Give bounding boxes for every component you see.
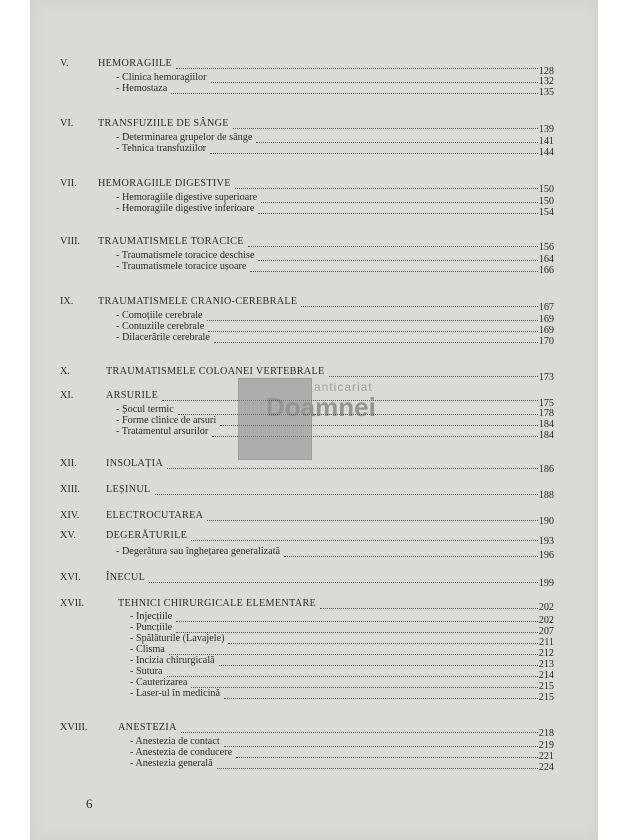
- subchapter-title: [116, 261, 246, 273]
- subchapter-text: Traumatismele toracice ușoare: [121, 261, 247, 272]
- subchapter-dash: -: [116, 72, 122, 83]
- subchapter-leader-dots: [214, 342, 538, 343]
- subchapter-page-number: 135: [538, 87, 554, 98]
- subchapter-leader-dots: [211, 82, 538, 83]
- subchapter-dash: -: [130, 677, 136, 688]
- subchapter-page-number: 207: [538, 626, 554, 637]
- chapter-leader-dots: [248, 246, 538, 247]
- subchapter-leader-dots: [284, 556, 538, 557]
- subchapter-text: Hemoragiile digestive inferioare: [121, 203, 255, 214]
- chapter-number: XV.: [60, 530, 76, 541]
- subchapter-text: Injecțiile: [135, 611, 173, 622]
- subchapter-text: Cauterizarea: [135, 677, 188, 688]
- subchapter-dash: -: [130, 736, 136, 747]
- watermark-logo: [238, 378, 438, 458]
- subchapter-dash: -: [130, 758, 136, 769]
- subchapter-text: Anestezia generală: [135, 758, 213, 769]
- chapter-page-number: 190: [538, 516, 554, 527]
- chapter-title: HEMORAGIILE DIGESTIVE: [98, 178, 231, 189]
- subchapter-page-number: 215: [538, 692, 554, 703]
- subchapter-dash: -: [116, 321, 122, 332]
- subchapter-text: Contuziile cerebrale: [121, 321, 205, 332]
- subchapter-page-number: 221: [538, 751, 554, 762]
- subchapter-page-number: 219: [538, 740, 554, 751]
- subchapter-dash: -: [116, 132, 122, 143]
- subchapter-page-number: 144: [538, 147, 554, 158]
- subchapter-page-number: 169: [538, 314, 554, 325]
- subchapter-dash: -: [130, 611, 136, 622]
- subchapter-leader-dots: [228, 643, 538, 644]
- chapter-number: X.: [60, 366, 70, 377]
- subchapter-dash: -: [116, 83, 122, 94]
- chapter-page-number: 218: [538, 728, 554, 739]
- chapter-page-number: 202: [538, 602, 554, 613]
- chapter-title: ELECTROCUTAREA: [106, 510, 204, 521]
- chapter-title: ÎNECUL: [106, 572, 146, 583]
- subchapter-page-number: 211: [539, 637, 554, 648]
- chapter-number: XII.: [60, 458, 77, 469]
- subchapter-dash: -: [116, 546, 122, 557]
- subchapter-text: Hemostaza: [121, 83, 168, 94]
- subchapter-dash: -: [116, 192, 122, 203]
- chapter-number: VIII.: [60, 236, 81, 247]
- chapter-leader-dots: [207, 520, 538, 521]
- chapter-leader-dots: [233, 128, 538, 129]
- chapter-page-number: 167: [538, 302, 554, 313]
- watermark-small-text: anticariat: [314, 380, 373, 394]
- subchapter-leader-dots: [176, 632, 538, 633]
- subchapter-dash: -: [116, 404, 122, 415]
- chapter-leader-dots: [167, 468, 538, 469]
- subchapter-page-number: 178: [538, 408, 554, 419]
- subchapter-page-number: 154: [538, 207, 554, 218]
- subchapter-title: [116, 332, 210, 344]
- subchapter-leader-dots: [219, 665, 538, 666]
- subchapter-dash: -: [116, 261, 122, 272]
- chapter-leader-dots: [235, 188, 538, 189]
- subchapter-leader-dots: [176, 621, 538, 622]
- chapter-page-number: 156: [538, 242, 554, 253]
- subchapter-dash: -: [130, 633, 136, 644]
- subchapter-text: Anestezia de conducere: [135, 747, 233, 758]
- subchapter-text: Incizia chirurgicală: [135, 655, 215, 666]
- chapter-page-number: 128: [538, 66, 554, 77]
- subchapter-leader-dots: [250, 271, 538, 272]
- chapter-page-number: 139: [538, 124, 554, 135]
- chapter-number: IX.: [60, 296, 74, 307]
- subchapter-dash: -: [130, 747, 136, 758]
- subchapter-page-number: 224: [538, 762, 554, 773]
- chapter-title: TRAUMATISMELE COLOANEI VERTEBRALE: [106, 366, 325, 377]
- subchapter-text: Tehnica transfuziilor: [121, 143, 207, 154]
- subchapter-dash: -: [130, 644, 136, 655]
- subchapter-title: [116, 203, 254, 215]
- subchapter-dash: -: [116, 250, 122, 261]
- subchapter-dash: -: [116, 415, 122, 426]
- subchapter-page-number: 132: [538, 76, 554, 87]
- subchapter-leader-dots: [236, 757, 538, 758]
- chapter-title: TRAUMATISMELE TORACICE: [98, 236, 244, 247]
- chapter-leader-dots: [176, 68, 538, 69]
- subchapter-title: [116, 143, 206, 155]
- chapter-title: ANESTEZIA: [118, 722, 177, 733]
- subchapter-text: Puncțiile: [135, 622, 173, 633]
- subchapter-page-number: 184: [538, 419, 554, 430]
- subchapter-title: [130, 688, 220, 700]
- subchapter-leader-dots: [258, 213, 538, 214]
- chapter-leader-dots: [155, 494, 538, 495]
- subchapter-leader-dots: [171, 93, 538, 94]
- chapter-number: XIII.: [60, 484, 81, 495]
- subchapter-leader-dots: [167, 676, 538, 677]
- watermark-big-text: Doamnei: [266, 392, 376, 422]
- subchapter-page-number: 215: [538, 681, 554, 692]
- subchapter-text: Hemoragiile digestive superioare: [121, 192, 258, 203]
- subchapter-page-number: 169: [538, 325, 554, 336]
- subchapter-page-number: 170: [538, 336, 554, 347]
- chapter-title: ARSURILE: [106, 390, 159, 401]
- chapter-number: XVII.: [60, 598, 85, 609]
- subchapter-text: Determinarea grupelor de sânge: [121, 132, 253, 143]
- subchapter-dash: -: [116, 203, 122, 214]
- subchapter-page-number: 214: [538, 670, 554, 681]
- subchapter-page-number: 202: [538, 615, 554, 626]
- chapter-number: VII.: [60, 178, 77, 189]
- subchapter-title: [116, 546, 280, 558]
- chapter-page-number: 193: [538, 536, 554, 547]
- chapter-title: TEHNICI CHIRURGICALE ELEMENTARE: [118, 598, 317, 609]
- chapter-title: TRANSFUZIILE DE SÂNGE: [98, 118, 229, 129]
- subchapter-dash: -: [130, 688, 136, 699]
- subchapter-title: [130, 758, 213, 770]
- chapter-number: XVIII.: [60, 722, 88, 733]
- subchapter-text: Dilacerările cerebrale: [121, 332, 210, 343]
- chapter-title: INSOLAȚIA: [106, 458, 164, 469]
- subchapter-dash: -: [116, 143, 122, 154]
- book-page: [30, 0, 598, 840]
- subchapter-dash: -: [116, 310, 122, 321]
- chapter-leader-dots: [191, 540, 538, 541]
- subchapter-text: Anestezia de contact: [135, 736, 220, 747]
- subchapter-text: Laser-ul în medicină: [135, 688, 221, 699]
- subchapter-page-number: 213: [538, 659, 554, 670]
- chapter-title: DEGERĂTURILE: [106, 530, 188, 541]
- chapter-leader-dots: [329, 376, 538, 377]
- subchapter-leader-dots: [224, 746, 538, 747]
- subchapter-text: Sutura: [135, 666, 163, 677]
- subchapter-leader-dots: [224, 698, 538, 699]
- chapter-page-number: 175: [538, 398, 554, 409]
- subchapter-dash: -: [116, 332, 122, 343]
- chapter-leader-dots: [149, 582, 538, 583]
- subchapter-text: Clinica hemoragiilor: [121, 72, 207, 83]
- subchapter-dash: -: [130, 655, 136, 666]
- subchapter-page-number: 141: [538, 136, 554, 147]
- chapter-leader-dots: [301, 306, 538, 307]
- subchapter-text: Tratamentul arsurilor: [121, 426, 209, 437]
- subchapter-text: Traumatismele toracice deschise: [121, 250, 255, 261]
- subchapter-text: Spălăturile (Lavajele): [135, 633, 225, 644]
- subchapter-leader-dots: [207, 320, 538, 321]
- chapter-number: VI.: [60, 118, 74, 129]
- subchapter-page-number: 166: [538, 265, 554, 276]
- subchapter-leader-dots: [191, 687, 538, 688]
- subchapter-title: [116, 426, 208, 438]
- page-number: 6: [86, 796, 93, 811]
- chapter-leader-dots: [320, 608, 538, 609]
- subchapter-dash: -: [116, 426, 122, 437]
- chapter-number: XIV.: [60, 510, 80, 521]
- chapter-number: XI.: [60, 390, 74, 401]
- subchapter-leader-dots: [210, 153, 538, 154]
- chapter-leader-dots: [181, 732, 538, 733]
- chapter-page-number: 188: [538, 490, 554, 501]
- subchapter-text: Degerătura sau înghețarea generalizată: [121, 546, 281, 557]
- subchapter-leader-dots: [256, 142, 538, 143]
- chapter-page-number: 150: [538, 184, 554, 195]
- chapter-number: XVI.: [60, 572, 81, 583]
- subchapter-page-number: 184: [538, 430, 554, 441]
- subchapter-leader-dots: [217, 768, 538, 769]
- chapter-page-number: 173: [538, 372, 554, 383]
- chapter-page-number: 186: [538, 464, 554, 475]
- chapter-page-number: 199: [538, 578, 554, 589]
- subchapter-leader-dots: [258, 260, 538, 261]
- subchapter-page-number: 164: [538, 254, 554, 265]
- subchapter-leader-dots: [208, 331, 538, 332]
- subchapter-page-number: 212: [538, 648, 554, 659]
- subchapter-page-number: 150: [538, 196, 554, 207]
- subchapter-dash: -: [130, 666, 136, 677]
- subchapter-dash: -: [130, 622, 136, 633]
- chapter-title: LEȘINUL: [106, 484, 151, 495]
- chapter-title: HEMORAGIILE: [98, 58, 173, 69]
- subchapter-title: [116, 83, 167, 95]
- subchapter-text: Comoțiile cerebrale: [121, 310, 203, 321]
- subchapter-text: Șocul termic: [121, 404, 174, 415]
- chapter-title: TRAUMATISMELE CRANIO-CEREBRALE: [98, 296, 298, 307]
- chapter-number: V.: [60, 58, 69, 69]
- subchapter-text: Clisma: [135, 644, 165, 655]
- subchapter-text: Forme clinice de arsuri: [121, 415, 217, 426]
- subchapter-leader-dots: [169, 654, 538, 655]
- subchapter-leader-dots: [261, 202, 538, 203]
- subchapter-page-number: 196: [538, 550, 554, 561]
